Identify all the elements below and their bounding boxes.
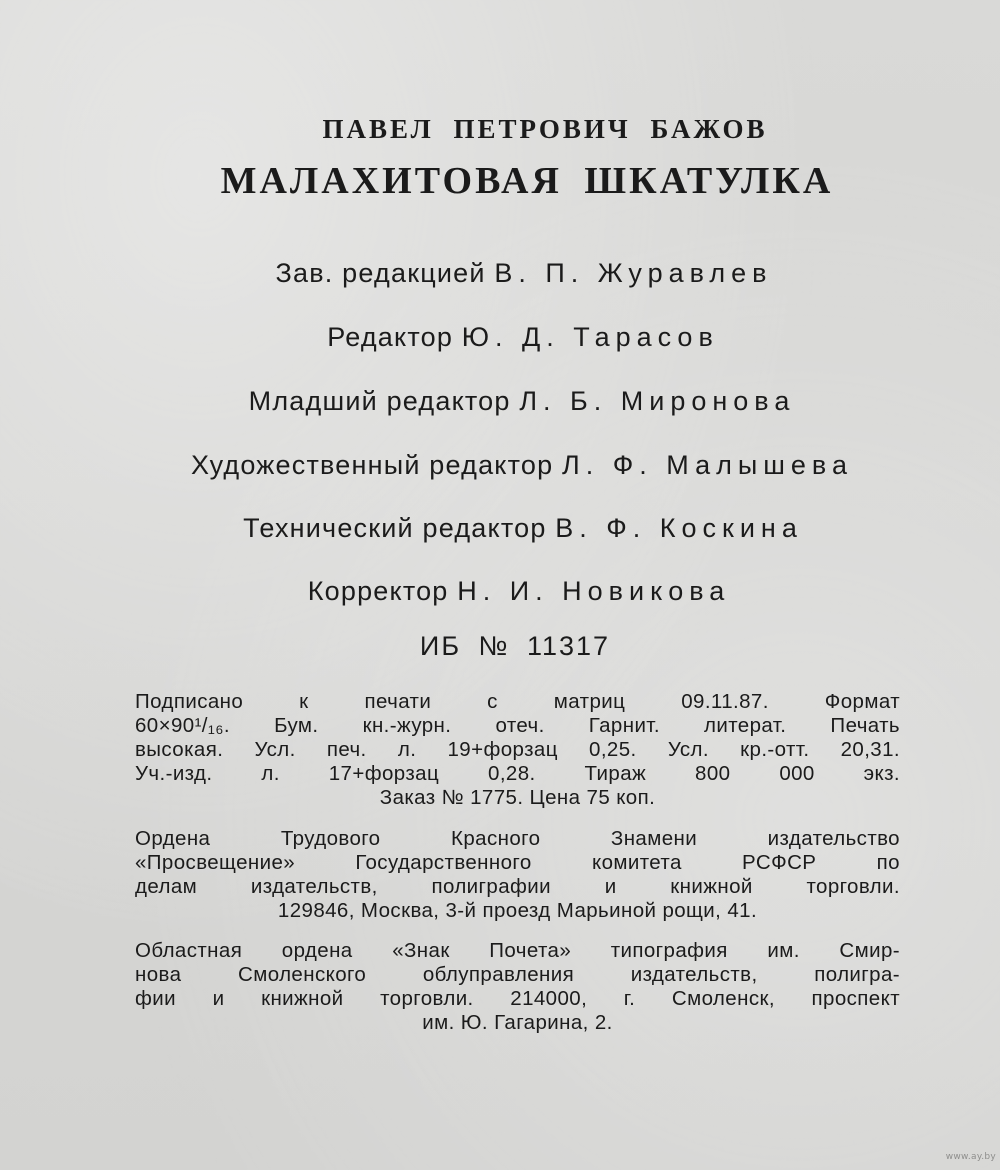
publisher-info-line: делам издательств, полиграфии и книжной торговли. (135, 875, 900, 898)
credit-role: Корректор (307, 576, 449, 606)
printer-info-line: фии и книжной торговли. 214000, г. Смоленск, проспект (135, 987, 900, 1010)
print-info-line: Заказ № 1775. Цена 75 коп. (379, 786, 656, 809)
credit-role: Художественный редактор (191, 450, 554, 480)
credit-line (24, 258, 1000, 289)
credit-line (23, 322, 1000, 353)
credit-name: В. Ф. Коскина (555, 513, 803, 543)
credit-line (19, 576, 1000, 607)
printer-info-line: им. Ю. Гагарина, 2. (422, 1011, 613, 1034)
credit-name: Н. И. Новикова (457, 576, 731, 606)
publisher-info-block (135, 827, 900, 923)
print-info-line: Подписано к печати с матриц 09.11.87. Формат (135, 690, 900, 713)
credit-line (22, 450, 1000, 481)
credit-name: Ю. Д. Тарасов (461, 322, 719, 352)
credit-role: Редактор (327, 322, 454, 352)
credit-line (22, 386, 1000, 417)
publisher-info-line: «Просвещение» Государственного комитета РСФСР по (135, 851, 900, 874)
printer-info-block (135, 939, 900, 1035)
publisher-info-line: Ордена Трудового Красного Знамени издательство (135, 827, 900, 850)
ib-number: ИБ № 11317 (419, 631, 611, 661)
book-title: МАЛАХИТОВАЯ ШКАТУЛКА (220, 160, 834, 202)
printer-info-line: Областная ордена «Знак Почета» типография им. Смир- (135, 939, 900, 962)
credit-role: Технический редактор (243, 513, 547, 543)
credit-name: Л. Ф. Малышева (562, 450, 853, 480)
print-info-line: высокая. Усл. печ. л. 19+форзац 0,25. Усл. кр.-отт. 20,31. (135, 738, 900, 761)
author-name: ПАВЕЛ ПЕТРОВИЧ БАЖОВ (322, 114, 768, 144)
print-info-block (135, 690, 900, 810)
print-info-line: Уч.-изд. л. 17+форзац 0,28. Тираж 800 000 экз. (135, 762, 900, 785)
credit-name: В. П. Журавлев (494, 258, 773, 288)
credit-role: Зав. редакцией (275, 258, 486, 288)
credit-role: Младший редактор (248, 386, 511, 416)
publisher-info-line: 129846, Москва, 3-й проезд Марьиной рощи, 41. (277, 899, 758, 922)
print-info-line: 60×90¹/₁₆. Бум. кн.-журн. отеч. Гарнит. литерат. Печать (135, 714, 900, 737)
watermark: www.ay.by (945, 1152, 996, 1162)
credit-line (23, 513, 1000, 544)
printer-info-line: нова Смоленского облуправления издательств, полигра- (135, 963, 900, 986)
credit-name: Л. Б. Миронова (519, 386, 796, 416)
